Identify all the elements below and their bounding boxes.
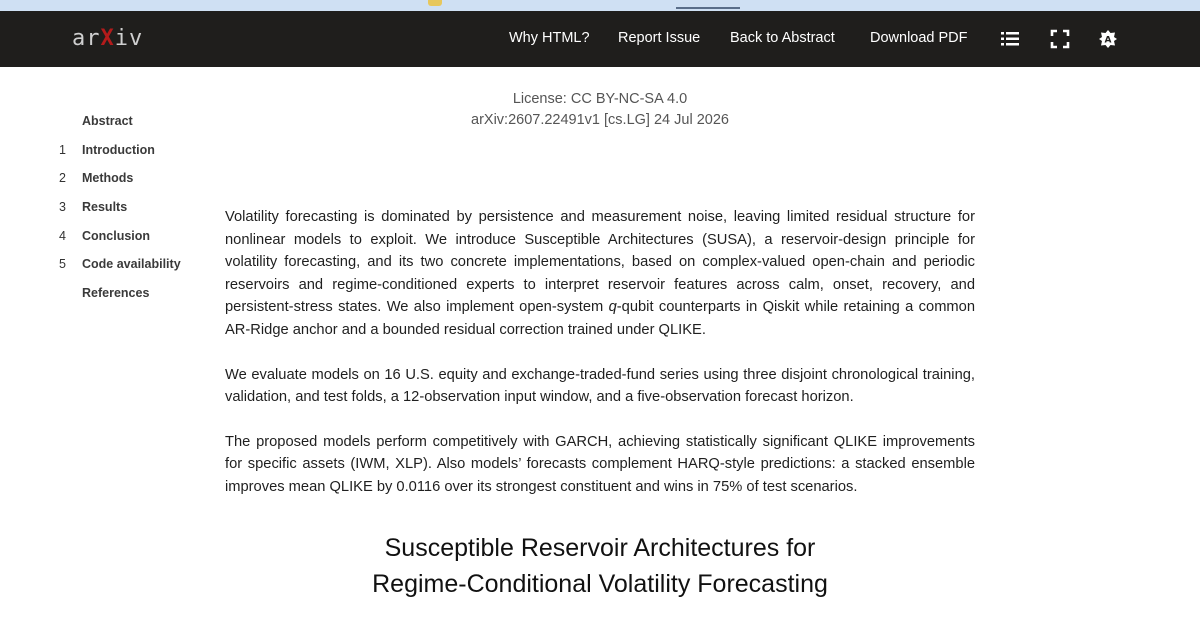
toc-label[interactable]: Conclusion xyxy=(82,229,151,243)
paper-title xyxy=(300,530,900,602)
download-pdf-link[interactable]: Download PDF xyxy=(870,30,968,46)
logo-x: X xyxy=(100,26,115,51)
toc-number: 2 xyxy=(59,171,66,185)
toc-number: 5 xyxy=(59,257,66,271)
abstract-section xyxy=(225,206,975,521)
toc-number: 3 xyxy=(59,200,66,214)
toc-item-results[interactable] xyxy=(0,200,210,220)
back-to-abstract-link[interactable]: Back to Abstract xyxy=(730,30,835,46)
license-text: License: CC BY-NC-SA 4.0 xyxy=(512,91,688,107)
paper-title-line-2: Regime-Conditional Volatility Forecasting xyxy=(372,570,828,598)
toc-item-references[interactable] xyxy=(0,286,210,306)
theme-icon[interactable] xyxy=(1098,29,1118,49)
toc-label[interactable]: Code availability xyxy=(82,257,181,271)
toc-label[interactable]: References xyxy=(82,286,150,300)
toc-label[interactable]: Abstract xyxy=(82,114,133,128)
toc-item-conclusion[interactable] xyxy=(0,229,210,249)
partial-emoji-icon xyxy=(428,0,442,6)
report-issue-link[interactable]: Report Issue xyxy=(618,30,701,46)
toc-label[interactable]: Introduction xyxy=(82,143,155,157)
arxiv-identifier: arXiv:2607.22491v1 [cs.LG] 24 Jul 2026 xyxy=(471,112,729,128)
fullscreen-icon[interactable] xyxy=(1050,29,1070,49)
toc-number: 4 xyxy=(59,229,66,243)
navbar xyxy=(0,11,1200,67)
paper-title-line-1: Susceptible Reservoir Architectures for xyxy=(384,534,816,562)
arxiv-logo[interactable] xyxy=(72,24,143,54)
toc-item-abstract[interactable] xyxy=(0,114,210,134)
toc-item-methods[interactable] xyxy=(0,171,210,191)
logo-prefix: ar xyxy=(72,26,101,51)
browser-top-strip xyxy=(0,0,1200,11)
list-icon[interactable] xyxy=(1000,29,1020,49)
why-html-link[interactable]: Why HTML? xyxy=(509,30,590,46)
abstract-paragraph-1 xyxy=(225,206,975,342)
toc-label[interactable]: Methods xyxy=(82,171,134,185)
abstract-paragraph-3: The proposed models perform competitively with GARCH, achieving statistically significant QLIKE improvements for specific assets (IWM, XLP). Also models’ forecasts complement HARQ-style predictions: a stacked ensemble improves mean QLIKE by 0.0116 over its strongest constituent and wins in 75% of test scenarios. xyxy=(225,433,975,495)
partial-link-underline xyxy=(676,7,740,9)
toc-item-code-availability[interactable] xyxy=(0,257,210,277)
svg-text:A: A xyxy=(1104,35,1112,46)
abstract-p1-part-b: -qubit counterparts in Qiskit while retaining a common AR-Ridge anchor and a bounded residual correction trained under QLIKE. xyxy=(225,299,976,338)
toc-label[interactable]: Results xyxy=(82,200,128,214)
toc-number: 1 xyxy=(59,143,66,157)
abstract-p1-q-symbol: q xyxy=(608,299,617,316)
abstract-p1-part-a: Volatility forecasting is dominated by persistence and measurement noise, leaving limited residual structure for nonlinear models to exploit. We introduce Susceptible Architectures (SUSA), a reservoir-design principle for volatility forecasting, and its two concrete implementations, based on complex-valued open-chain and periodic reservoirs and regime-conditioned experts to interpret reservoir features across calm, onset, recovery, and persistent-stress states. We also implement open-system xyxy=(225,209,975,316)
logo-suffix: iv xyxy=(114,26,144,51)
toc-item-introduction[interactable] xyxy=(0,143,210,163)
abstract-paragraph-2: We evaluate models on 16 U.S. equity and exchange-traded-fund series using three disjoint chronological training, validation, and test folds, a 12-observation input window, and a five-observation forecast horizon. xyxy=(225,366,975,406)
